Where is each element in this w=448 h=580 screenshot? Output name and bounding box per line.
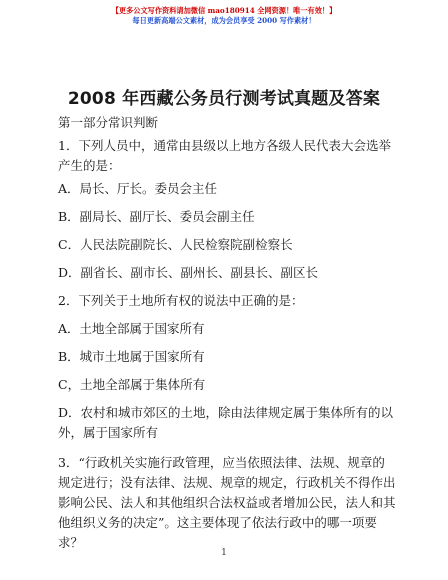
document-title: 2008 年西藏公务员行测考试真题及答案 xyxy=(67,89,381,109)
promo-banner-line2: 每日更新高端公文素材，成为会员享受 2000 写作素材！ xyxy=(132,16,316,25)
question-2-option-a: A．土地全部属于国家所有 xyxy=(58,321,205,336)
question-1-option-b: B．副局长、副厅长、委员会副主任 xyxy=(58,209,255,224)
promo-banner-line1: 【更多公文写作资料请加微信 mao180914 全网资源！唯一有效！】 xyxy=(111,6,337,15)
question-2-option-b: B．城市土地属于国家所有 xyxy=(58,349,205,364)
question-2-option-d: D．农村和城市郊区的土地，除由法律规定属于集体所有的以外，属于国家所有 xyxy=(58,405,394,440)
page-number: 1 xyxy=(221,548,227,558)
question-1-option-a: A．局长、厅长。委员会主任 xyxy=(58,181,218,196)
question-1-stem: 1．下列人员中，通常由县级以上地方各级人民代表大会选举产生的是： xyxy=(58,138,391,173)
question-1-option-d: D．副省长、副市长、副州长、副县长、副区长 xyxy=(58,265,319,280)
question-1-option-c: C．人民法院副院长、人民检察院副检察长 xyxy=(58,237,293,252)
promo-banner xyxy=(0,6,448,26)
question-2-stem: 2．下列关于土地所有权的说法中正确的是： xyxy=(58,293,304,308)
question-3-stem: 3．“行政机关实施行政管理，应当依照法律、法规、规章的规定进行；没有法律、法规、规章的规定，行政机关不得作出影响公民、法人和其他组织合法权益或者增加公民，法人和其他组织义务的决定”。这主要体现了依法行政中的哪一项要求？ xyxy=(58,455,396,550)
question-2-option-c: C，土地全部属于集体所有 xyxy=(58,377,206,392)
section-heading: 第一部分常识判断 xyxy=(58,115,159,130)
